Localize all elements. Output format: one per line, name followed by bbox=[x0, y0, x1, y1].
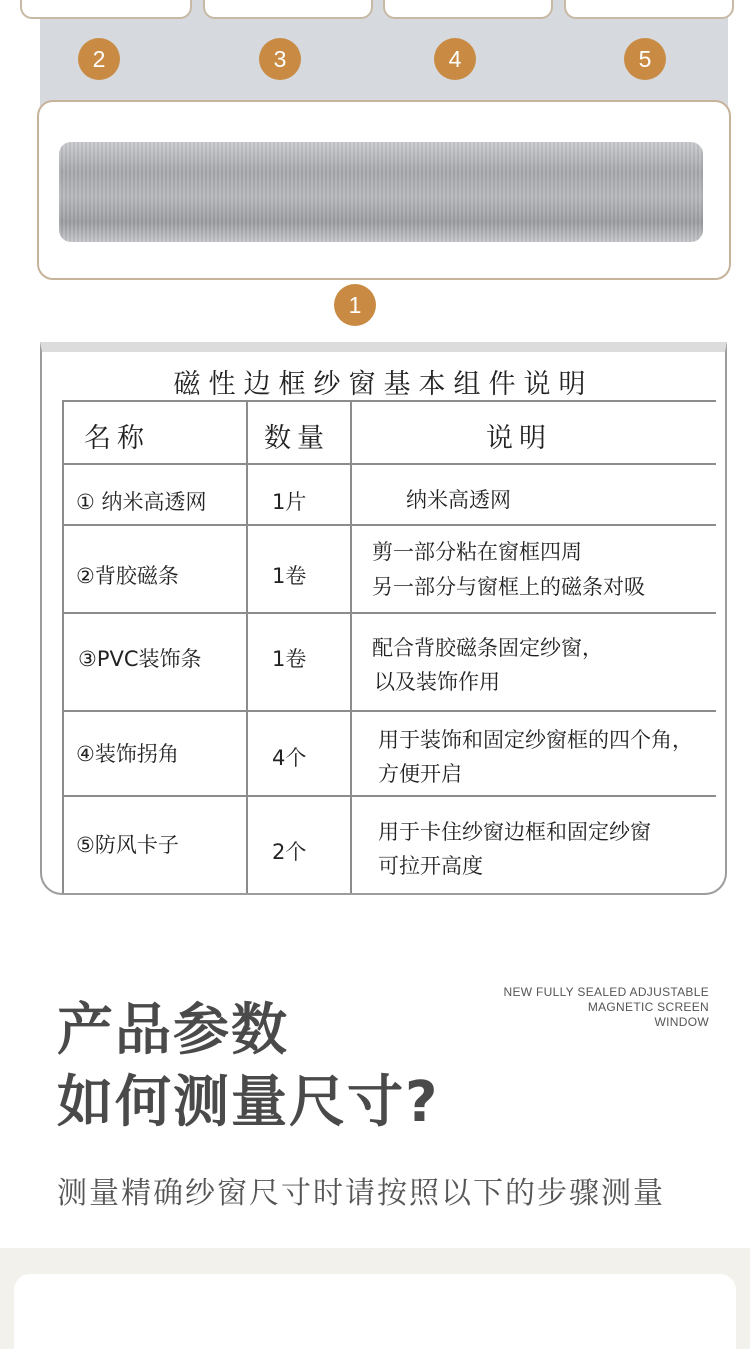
mesh-roll-image bbox=[59, 142, 703, 242]
row-2-desc-line2: 另一部分与窗框上的磁条对吸 bbox=[372, 575, 645, 599]
component-card-5 bbox=[564, 0, 734, 19]
row-2-name: ②背胶磁条 bbox=[76, 564, 179, 588]
row-3-desc-line2: 以及装饰作用 bbox=[374, 670, 500, 694]
header-qty: 数量 bbox=[264, 423, 330, 454]
mesh-card bbox=[37, 100, 731, 280]
section-subheading: 测量精确纱窗尺寸时请按照以下的步骤测量 bbox=[57, 1176, 665, 1211]
english-tagline-line2: MAGNETIC SCREEN bbox=[587, 1000, 709, 1014]
row-1-name: ① 纳米高透网 bbox=[76, 490, 207, 514]
badge-4: 4 bbox=[434, 38, 476, 80]
badge-3: 3 bbox=[259, 38, 301, 80]
badge-2: 2 bbox=[78, 38, 120, 80]
bottom-card bbox=[14, 1274, 736, 1349]
row-5-desc-line2: 可拉开高度 bbox=[378, 854, 483, 878]
table-rule bbox=[62, 795, 716, 797]
badge-1: 1 bbox=[334, 284, 376, 326]
table-rule bbox=[62, 400, 64, 895]
header-desc: 说明 bbox=[486, 423, 552, 454]
table-rule bbox=[62, 710, 716, 712]
row-4-name: ④装饰拐角 bbox=[76, 742, 179, 766]
row-5-name: ⑤防风卡子 bbox=[76, 833, 179, 857]
components-table bbox=[40, 342, 727, 895]
english-tagline-line1: NEW FULLY SEALED ADJUSTABLE bbox=[503, 985, 709, 999]
table-rule bbox=[350, 400, 352, 895]
table-rule bbox=[62, 524, 716, 526]
table-rule bbox=[62, 612, 716, 614]
row-1-qty: 1片 bbox=[272, 490, 307, 514]
row-2-qty: 1卷 bbox=[272, 564, 307, 588]
row-2-desc-line1: 剪一部分粘在窗框四周 bbox=[372, 540, 582, 564]
header-name: 名称 bbox=[84, 423, 150, 454]
row-1-desc: 纳米高透网 bbox=[406, 488, 511, 512]
row-3-desc-line1: 配合背胶磁条固定纱窗， bbox=[372, 636, 603, 660]
row-5-desc-line1: 用于卡住纱窗边框和固定纱窗 bbox=[378, 820, 651, 844]
component-card-4 bbox=[383, 0, 553, 19]
component-card-2 bbox=[20, 0, 192, 19]
english-tagline-line3: WINDOW bbox=[654, 1015, 709, 1029]
row-4-desc-line1: 用于装饰和固定纱窗框的四个角， bbox=[378, 728, 693, 752]
badge-5: 5 bbox=[624, 38, 666, 80]
row-3-name: ③PVC装饰条 bbox=[78, 647, 202, 671]
row-4-desc-line2: 方便开启 bbox=[378, 762, 462, 786]
table-title: 磁性边框纱窗基本组件说明 bbox=[173, 369, 594, 400]
table-rule bbox=[246, 400, 248, 895]
english-tagline bbox=[504, 985, 710, 1030]
row-5-qty: 2个 bbox=[272, 840, 307, 864]
row-4-qty: 4个 bbox=[272, 746, 307, 770]
section-heading-measure: 如何测量尺寸? bbox=[57, 1070, 440, 1135]
row-3-qty: 1卷 bbox=[272, 647, 307, 671]
component-card-3 bbox=[203, 0, 373, 19]
table-rule bbox=[62, 400, 716, 402]
table-rule bbox=[62, 463, 716, 465]
section-heading-params: 产品参数 bbox=[57, 998, 289, 1063]
